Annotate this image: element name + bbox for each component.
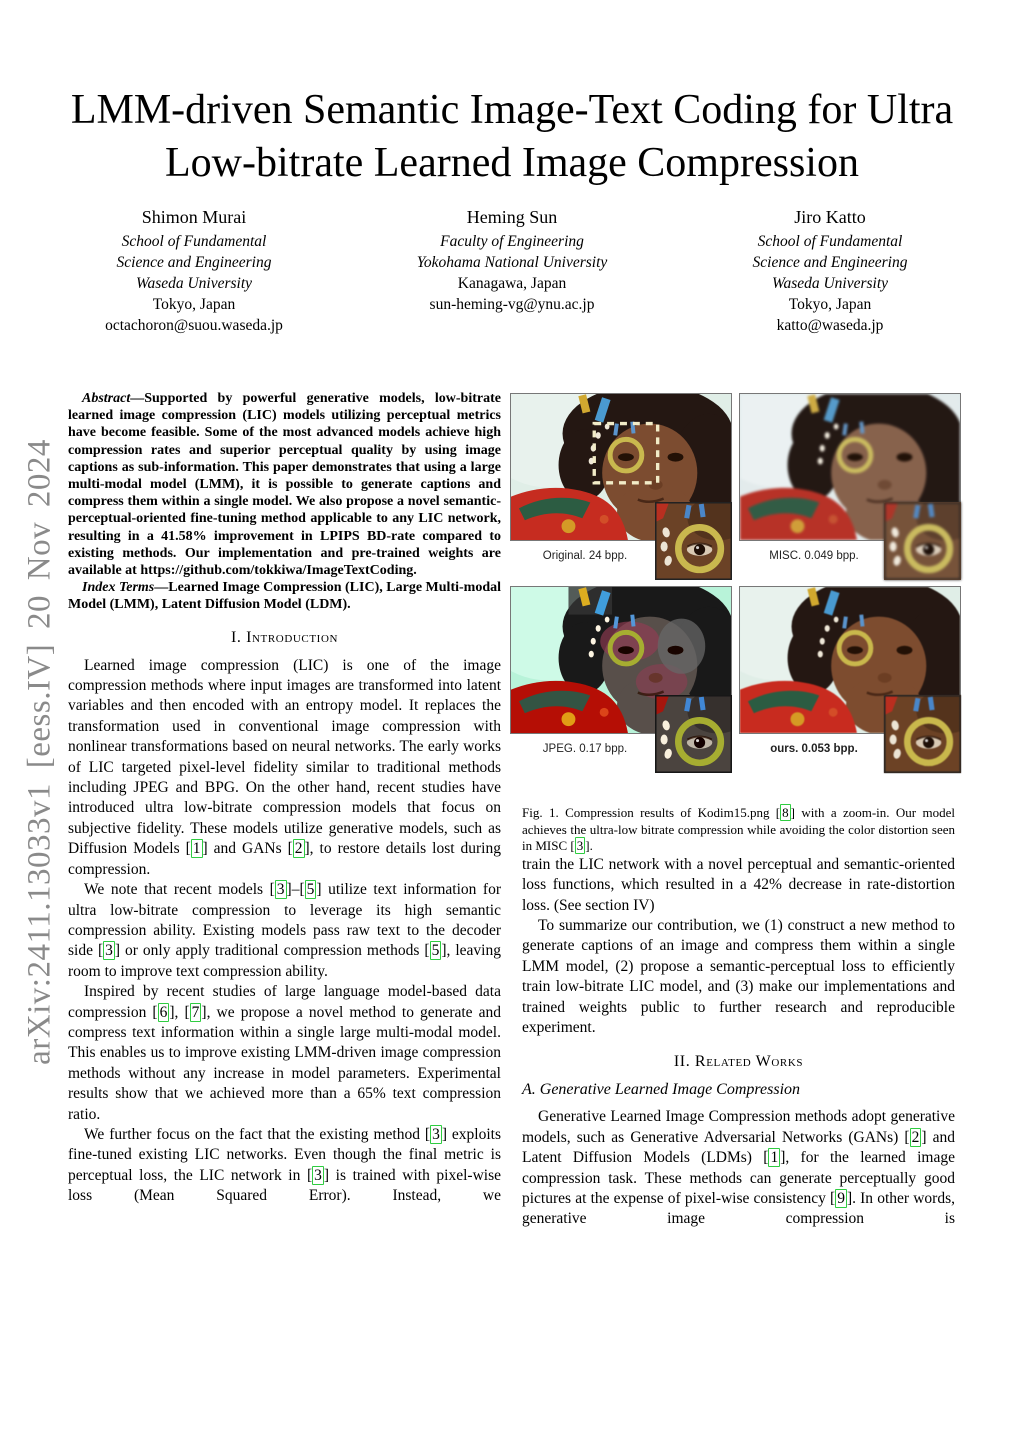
index-terms-text: —Learned Image Compression (LIC), Large Multi-modal Model (LMM), Latent Diffusion Model (LDM). [68,580,502,613]
figure-caption: Fig. 1. Compression results of Kodim15.png [ 8 ] with a zoom-in. Our model achieves the ultra-low bitrate compression while avoiding the color distortion seen in MISC [ 3 ]. [522,805,955,854]
citation-link[interactable]: 3 [276,881,285,899]
author-location: Kanagawa, Japan [457,275,567,292]
author-affiliation: Science and Engineering [752,254,908,271]
index-terms-lead: Index Terms [82,580,155,596]
citation-link[interactable]: 8 [782,805,789,820]
figure-panel-misc [739,393,961,562]
figure-1 [510,393,962,789]
paragraph: train the LIC network with a novel perceptual and semantic-oriented loss functions, which resulted in a 42% decrease in rate-distortion loss. (See section IV) [522,855,955,914]
left-column [68,390,501,1207]
author-email: sun-heming-vg@ynu.ac.jp [429,296,595,313]
title-line-1: LMM-driven Semantic Image-Text Coding for Ultra [70,87,954,133]
citation-link[interactable]: 2 [911,1128,920,1146]
figure-panel-jpeg [510,586,732,755]
author-name: Heming Sun [466,207,558,227]
citation-link[interactable]: 3 [105,942,113,960]
citation-link[interactable]: 2 [294,840,303,858]
zoom-inset-art [655,695,732,773]
paragraph: To summarize our contribution, we (1) construct a new method to generate captions of an image and compress them within a single LMM model, (2) propose a semantic-perceptual loss to efficiently train low-bitrate LIC model, and (3) make our implementations and trained weights public to further research and reproducible experiment. [522,917,955,1037]
author-affiliation: Science and Engineering [116,254,272,271]
author-affiliation: Waseda University [771,275,889,292]
panel-label-ours: ours. 0.053 bpp. [770,743,858,755]
abstract-text: —Supported by powerful generative models, low-bitrate learned image compression (LIC) models utilizing perceptual metrics have become feasible. Some of the most advanced models achieve high compression rates and superior perceptual quality by using image captions as sub-information. This paper demonstrates that using a large multi-modal model (LMM), it is possible to generate captions and compress them within a single model. We also propose a novel semantic-perceptual-oriented fine-tuning method applicable to any LIC network, resulting in a 41.58% improvement in LPIPS BD-rate compared to existing methods. Our implementation and pre-trained weights are available at https://github.com/tokkiwa/ImageTextCoding. [68,391,501,579]
author-1 [74,206,314,336]
citation-link[interactable]: 7 [191,1003,200,1021]
citation-link[interactable]: 3 [432,1125,440,1143]
section-heading-related-works: II. Related Works [673,1053,804,1071]
author-affiliation: School of Fundamental [757,233,903,250]
index-terms [68,579,501,613]
paragraph: Learned image compression (LIC) is one of the image compression methods where input images are transformed into latent variables and then encoded with an entropy model. It replaces the transformation used in conventional image compression with nonlinear transformations based on neural networks. The early works of LIC targeted pixel-level fidelity similar to traditional methods including JPEG and BPG. On the other hand, recent studies have introduced ultra low-bitrate compression models that focus on subjective fidelity. These models utilize generative models, such as Diffusion Models [ 1 ] and GANs [ 2 ], to restore details lost during compression. [68,656,501,878]
paper-title [0,84,1024,190]
author-block [0,206,1024,336]
section-heading-introduction: I. Introduction [230,628,339,646]
author-affiliation: Faculty of Engineering [440,233,584,250]
original-zoom-inset [655,502,732,580]
citation-link[interactable]: 5 [431,942,440,960]
repository-url-link[interactable]: https://github.com/tokkiwa/ImageTextCoding [140,563,414,579]
author-affiliation: Waseda University [135,275,253,292]
author-2 [392,206,632,336]
subsection-heading-generative-lic: A. Generative Learned Image Compression [522,1081,801,1099]
author-name: Shimon Murai [141,207,247,227]
citation-link[interactable]: 9 [837,1190,845,1208]
title-line-2: Low-bitrate Learned Image Compression [165,140,859,186]
citation-link[interactable]: 5 [306,881,315,899]
author-location: Tokyo, Japan [152,296,236,313]
misc-zoom-inset [884,502,961,580]
abstract-lead: Abstract [82,391,131,406]
jpeg-zoom-inset [655,695,732,773]
citation-link[interactable]: 6 [159,1003,168,1021]
citation-link[interactable]: 3 [314,1166,322,1184]
author-name: Jiro Katto [794,207,866,227]
author-email: octachoron@suou.waseda.jp [105,317,283,334]
author-affiliation: School of Fundamental [121,233,267,250]
zoom-inset-art [884,502,961,580]
author-email: katto@waseda.jp [776,317,884,334]
panel-label-misc: MISC. 0.049 bpp. [769,550,859,562]
figure-panel-ours [739,586,961,755]
zoom-inset-art [655,502,732,580]
ours-zoom-inset [884,695,961,773]
figure-panel-original [510,393,732,562]
author-affiliation: Yokohama National University [416,254,608,271]
citation-link[interactable]: 1 [192,840,201,858]
paragraph: Generative Learned Image Compression methods adopt generative models, such as Generative Adversarial Networks (GANs) [ 2 ] and Latent Diffusion Models (LDMs) [ 1 ], for the learned image compression task. These methods can generate perceptually good pictures at the expense of pixel-wise consistency [ 9 ]. In other words, generative image compression is [522,1108,955,1228]
abstract [68,390,501,579]
paragraph: We further focus on the fact that the existing method [ 3 ] exploits fine-tuned existing LIC networks. Even though the final metric is perceptual loss, the LIC network in [ 3 ] is trained with pixel-wise loss (Mean Squared Error). Instead, we [68,1125,502,1205]
zoom-inset-art [884,695,961,773]
panel-label-original: Original. 24 bpp. [542,550,628,562]
right-column [522,390,955,1230]
paragraph: Inspired by recent studies of large language model-based data compression [ 6 ], [ 7 ], we propose a novel method to generate and compress text information within a single large multi-modal model. This enables us to improve existing LMM-driven image compression methods without any increase in model parameters. Experimental results show that we achieved more than a 65% text compression ratio. [68,983,502,1123]
author-3 [710,206,950,336]
paragraph: We note that recent models [ 3 ]–[ 5 ] utilize text information for ultra low-bitrate compression to leverage its high semantic compression ability. Existing models pass raw text to the decoder side [ 3 ] or only apply traditional compression methods [ 5 ], leaving room to improve text compression ability. [68,881,502,980]
arxiv-watermark: arXiv:2411.13033v1 [eess.IV] 20 Nov 2024 [21,439,58,1065]
citation-link[interactable]: 1 [770,1149,779,1167]
panel-label-jpeg: JPEG. 0.17 bpp. [542,743,628,755]
citation-link[interactable]: 3 [576,838,584,854]
author-location: Tokyo, Japan [788,296,872,313]
